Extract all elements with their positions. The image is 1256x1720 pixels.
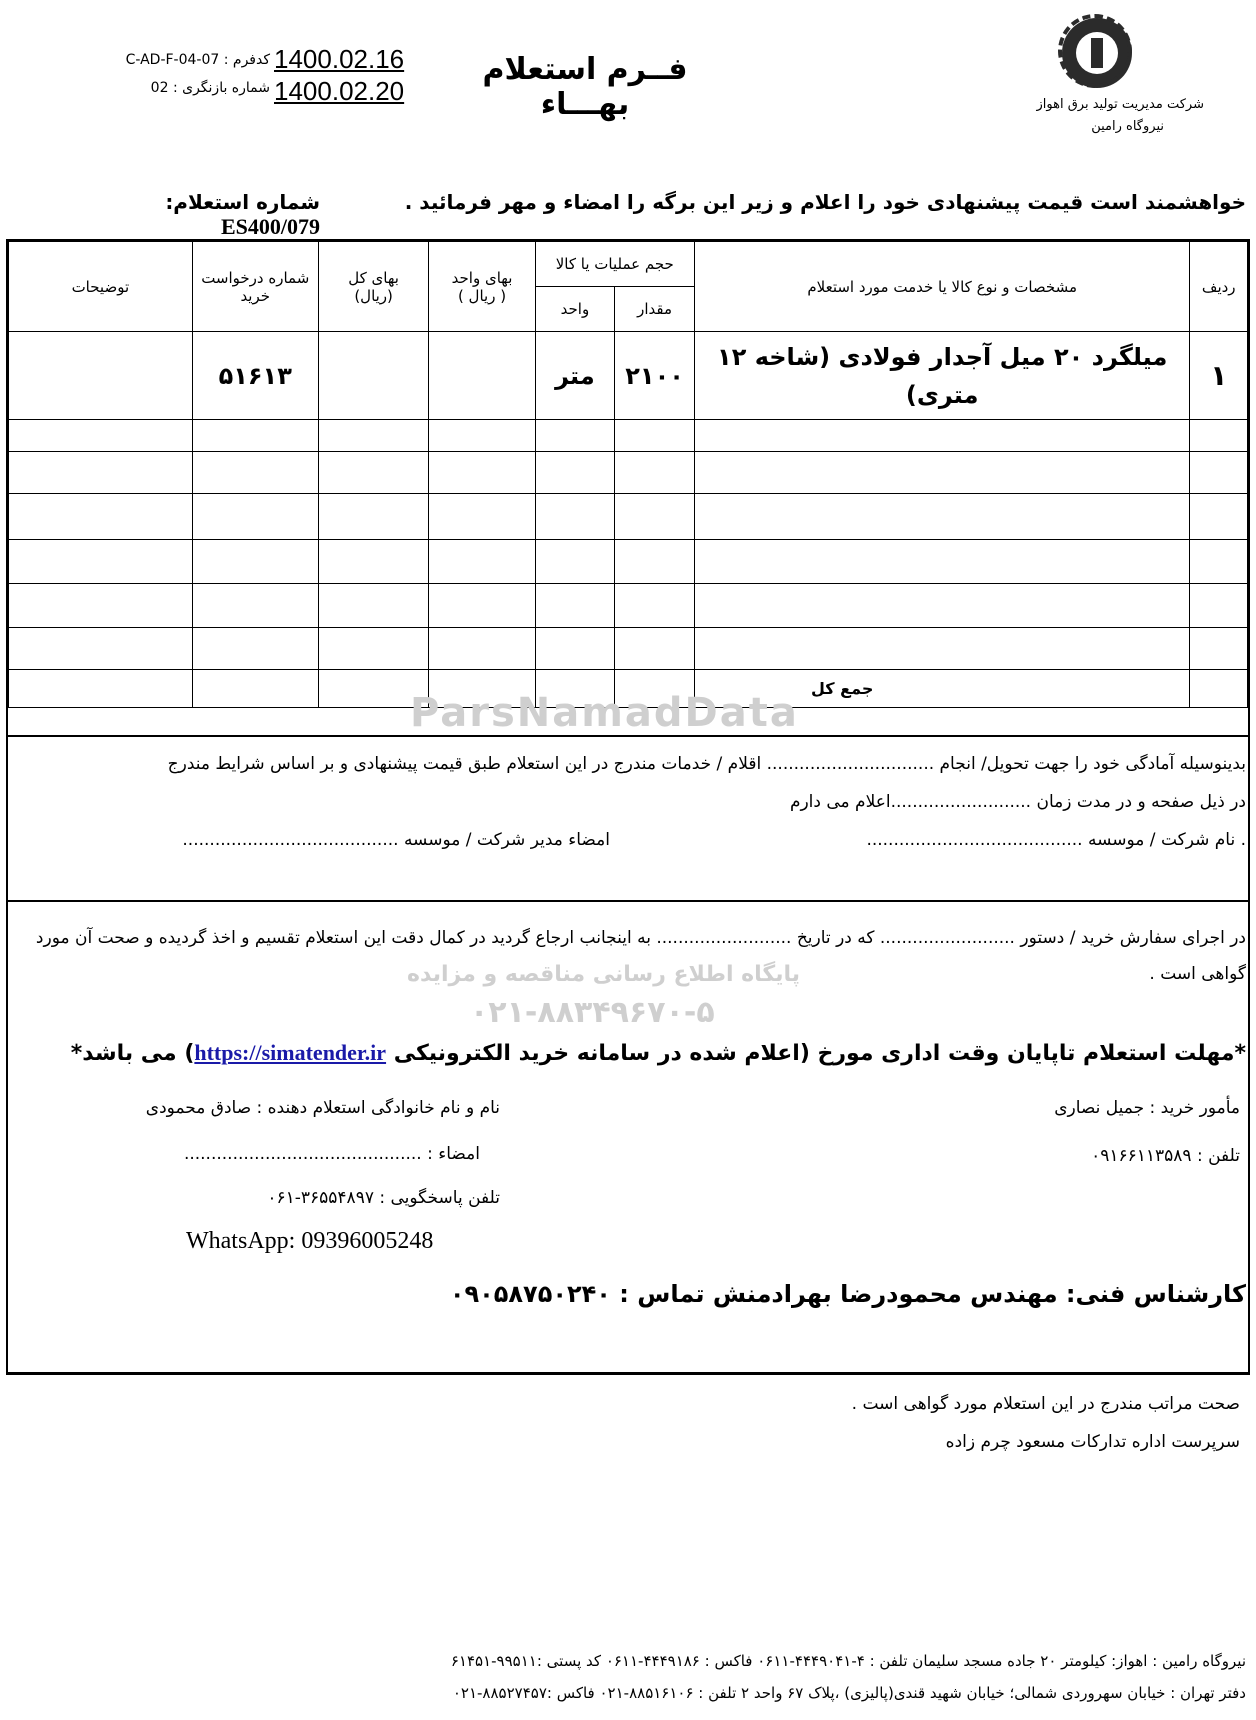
section-divider: [6, 900, 1250, 902]
form-title: فــرم استعلام بهـــاء: [482, 52, 688, 122]
declaration-line1: بدینوسیله آمادگی خود را جهت تحویل/ انجام ............................... اقلام / خدمات مندرج در این استعلام طبق قیمت پیشنهادی و بر اساس شرایط مندرج: [167, 754, 1246, 774]
section-divider: [6, 735, 1250, 737]
inquirer-name: نام و نام خانوادگی استعلام دهنده : صادق محمودی: [145, 1098, 500, 1118]
watermark-brand: ParsNamadData: [410, 690, 799, 736]
buyer-phone: تلفن : ۰۹۱۶۶۱۱۳۵۸۹: [1091, 1146, 1240, 1166]
request-text: خواهشمند است قیمت پیشنهادی خود را اعلام و زیر این برگه را امضاء و مهر فرمائید .: [404, 190, 1246, 214]
watermark-phone: ۰۲۱-۸۸۳۴۹۶۷۰-۵: [470, 995, 715, 1030]
simatender-link[interactable]: https://simatender.ir: [194, 1040, 387, 1065]
company-name-field: . نام شرکت / موسسه ........................................: [866, 830, 1246, 850]
header-qty: مقدار: [615, 287, 695, 332]
order-line1: در اجرای سفارش خرید / دستور ......................... که در تاریخ ......................... به اینجانب ارجاع گردید در کمال دقت این استعلام تقسیم و اخذ گردیده و صحت آن مورد: [35, 928, 1246, 948]
header-request-no: شماره درخواست خرید: [192, 242, 318, 332]
whatsapp-number: WhatsApp: 09396005248: [186, 1228, 434, 1254]
certification-line1: صحت مراتب مندرج در این استعلام مورد گواهی است .: [851, 1394, 1240, 1414]
header-spec: مشخصات و نوع کالا یا خدمت مورد استعلام: [694, 242, 1190, 332]
certification-line2: سرپرست اداره تدارکات مسعود چرم زاده: [945, 1432, 1240, 1452]
inquiry-number-block: [60, 190, 320, 240]
order-line2: گواهی است .: [1149, 964, 1246, 984]
empty-row: [9, 540, 1248, 584]
inquiry-number: ES400/079: [220, 214, 320, 239]
date-2: 1400.02.20: [274, 76, 405, 106]
header-total-price: بهای کل (ریال): [318, 242, 429, 332]
empty-row: [9, 584, 1248, 628]
item-unit: متر: [535, 332, 615, 420]
manager-signature-field: امضاء مدیر شرکت / موسسه ........................................: [182, 830, 610, 850]
deadline-suffix: ) می باشد*: [70, 1041, 195, 1066]
date-1: 1400.02.16: [274, 44, 405, 74]
item-total-price: [318, 332, 429, 420]
header-row-no: ردیف: [1190, 242, 1248, 332]
header-volume: حجم عملیات یا کالا: [535, 242, 694, 287]
empty-row: [9, 628, 1248, 670]
watermark-line: پایگاه اطلاع رسانی مناقصه و مزایده: [407, 962, 800, 987]
items-table: [8, 241, 1248, 708]
header-unit-price: بهای واحد ( ریال ): [429, 242, 535, 332]
header-unit: واحد: [535, 287, 615, 332]
declaration-line2: در ذیل صفحه و در مدت زمان ..........................اعلام می دارم: [789, 792, 1246, 812]
row-number: ۱: [1190, 332, 1248, 420]
company-name: [944, 94, 1204, 138]
inquirer-signature: امضاء : ............................................: [183, 1144, 480, 1164]
header-notes: توضیحات: [9, 242, 193, 332]
section-divider: [6, 1372, 1250, 1374]
item-spec: میلگرد ۲۰ میل آجدار فولادی (شاخه ۱۲ متری): [694, 332, 1190, 420]
footer-address-tehran: دفتر تهران : خیابان سهروردی شمالی؛ خیابان شهید قندی(پالیزی) ،پلاک ۶۷ واحد ۲ تلفن : ۸۸۵۱۶۱۰۶-۰۲۱ فاکس :۸۸۵۲۷۴۵۷-۰۲۱: [452, 1684, 1246, 1702]
company-line1: شرکت مدیریت تولید برق اهواز: [1036, 97, 1204, 112]
deadline-prefix: *مهلت استعلام تاپایان وقت اداری مورخ (اعلام شده در سامانه خرید الکترونیکی: [386, 1041, 1246, 1066]
footer-address-ramin: نیروگاه رامین : اهواز: کیلومتر ۲۰ جاده مسجد سلیمان تلفن : ۴-۴۴۴۹۰۴۱-۰۶۱۱ فاکس : ۴۴۴۹۱۸۶-۰۶۱۱ کد پستی :۹۹۵۱۱-۶۱۴۵۱: [450, 1652, 1246, 1670]
inquiry-label: شماره استعلام:: [165, 190, 320, 214]
empty-row: [9, 420, 1248, 452]
buyer-name: مأمور خرید : جمیل نصاری: [1054, 1098, 1240, 1118]
table-row: [9, 332, 1248, 420]
empty-row: [9, 494, 1248, 540]
form-code: کدفرم : C-AD-F-04-07: [125, 52, 270, 68]
technical-expert: کارشناس فنی: مهندس محمودرضا بهرادمنش تماس : ۰۹۰۵۸۷۵۰۲۴۰: [449, 1280, 1246, 1308]
company-logo: [1062, 18, 1132, 88]
item-request-no: ۵۱۶۱۳: [192, 332, 318, 420]
item-qty: ۲۱۰۰: [615, 332, 695, 420]
company-line2: نیروگاه رامین: [1091, 119, 1164, 134]
item-unit-price: [429, 332, 535, 420]
answer-phone: تلفن پاسخگویی : ۳۶۵۵۴۸۹۷-۰۶۱: [267, 1188, 500, 1208]
item-notes: [9, 332, 193, 420]
grand-total-label: جمع کل: [694, 670, 1190, 708]
deadline-notice: [16, 1040, 1246, 1066]
empty-row: [9, 452, 1248, 494]
revision-number: شماره بازنگری : 02: [150, 80, 270, 96]
